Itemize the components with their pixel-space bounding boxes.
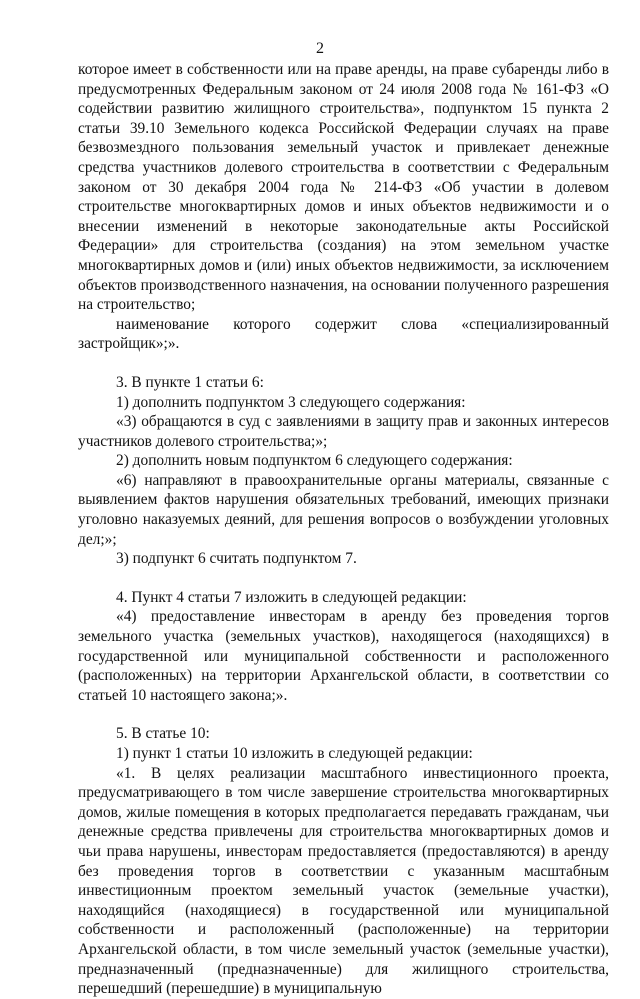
section-heading-3: 3. В пункте 1 статьи 6: [116, 373, 264, 391]
paragraph-continuation: которое имеет в собственности или на праве аренды, на праве субаренды либо в предусмотренных Федеральным законом от 24 июля 2008 года № 161-ФЗ «О содействии развитию жилищного строительства», подпунктом 15 пункта 2 статьи 39.10 Земельного кодекса Российской Федерации случаях на праве безвозмездного пользования земельный участок и привлекает денежные средства участников долевого строительства в соответствии с Федеральным законом от 30 декабря 2004 года № 214-ФЗ «Об участии в долевом строительстве многоквартирных домов и иных объектов недвижимости и о внесении изменений в некоторые законодательные акты Российской Федерации» для строительства (создания) на этом земельном участке многоквартирных домов и (или) иных объектов недвижимости, за исключением объектов производственного назначения, на основании полученного разрешения на строительство; [78, 61, 609, 314]
section-gap [78, 569, 609, 588]
paragraph-5-1-text: «1. В целях реализации масштабного инвестиционного проекта, предусматривающего в том числе завершение строительства многоквартирных домов, жилые помещения в которых предполагается передавать гражданам, чьи денежные средства привлечены для строительства многоквартирных домов и чьи права нарушены, инвесторам предоставляется (предоставляются) в аренду без проведения торгов в соответствии с указанным масштабным инвестиционным проектом земельный участок (земельные участки), находящийся (находящиеся) в государственной или муниципальной собственности и расположенный (расположенные) на территории Архангельской области, в том числе земельный участок (земельные участки), предназначенный (предназначенные) для жилищного строительства, перешедший (перешедшие) в муниципальную [78, 764, 609, 998]
paragraph-3-1: 1) дополнить подпунктом 3 следующего содержания: [116, 393, 466, 411]
section-heading-4: 4. Пункт 4 статьи 7 изложить в следующей редакции: [116, 588, 467, 606]
section-gap [78, 354, 609, 373]
document-body [78, 60, 609, 999]
paragraph-3-2: 2) дополнить новым подпунктом 6 следующего содержания: [116, 452, 513, 470]
paragraph-name-clause: наименование которого содержит слова «специализированный застройщик»;». [78, 315, 609, 353]
paragraph-4-text: «4) предоставление инвесторам в аренду без проведения торгов земельного участка (земельных участков), находящегося (находящихся) в государственной или муниципальной собственности и расположенного (расположенных) на территории Архангельской области, в соответствии со статьей 10 настоящего закона;». [78, 608, 609, 704]
section-heading-5: 5. В статье 10: [116, 725, 210, 743]
paragraph-3-3: 3) подпункт 6 считать подпунктом 7. [116, 550, 357, 568]
paragraph-5-1: 1) пункт 1 статьи 10 изложить в следующей редакции: [116, 745, 473, 762]
section-gap [78, 705, 609, 724]
paragraph-3-1-text: «3) обращаются в суд с заявлениями в защиту прав и законных интересов участников долевого строительства;»; [78, 413, 609, 450]
paragraph-3-2-text: «6) направляют в правоохранительные органы материалы, связанные с выявлением фактов нарушения обязательных требований, имеющих признаки уголовно наказуемых деяний, для решения вопросов о возбуждении уголовных дел;»; [78, 471, 609, 548]
page-number: 2 [316, 40, 324, 57]
